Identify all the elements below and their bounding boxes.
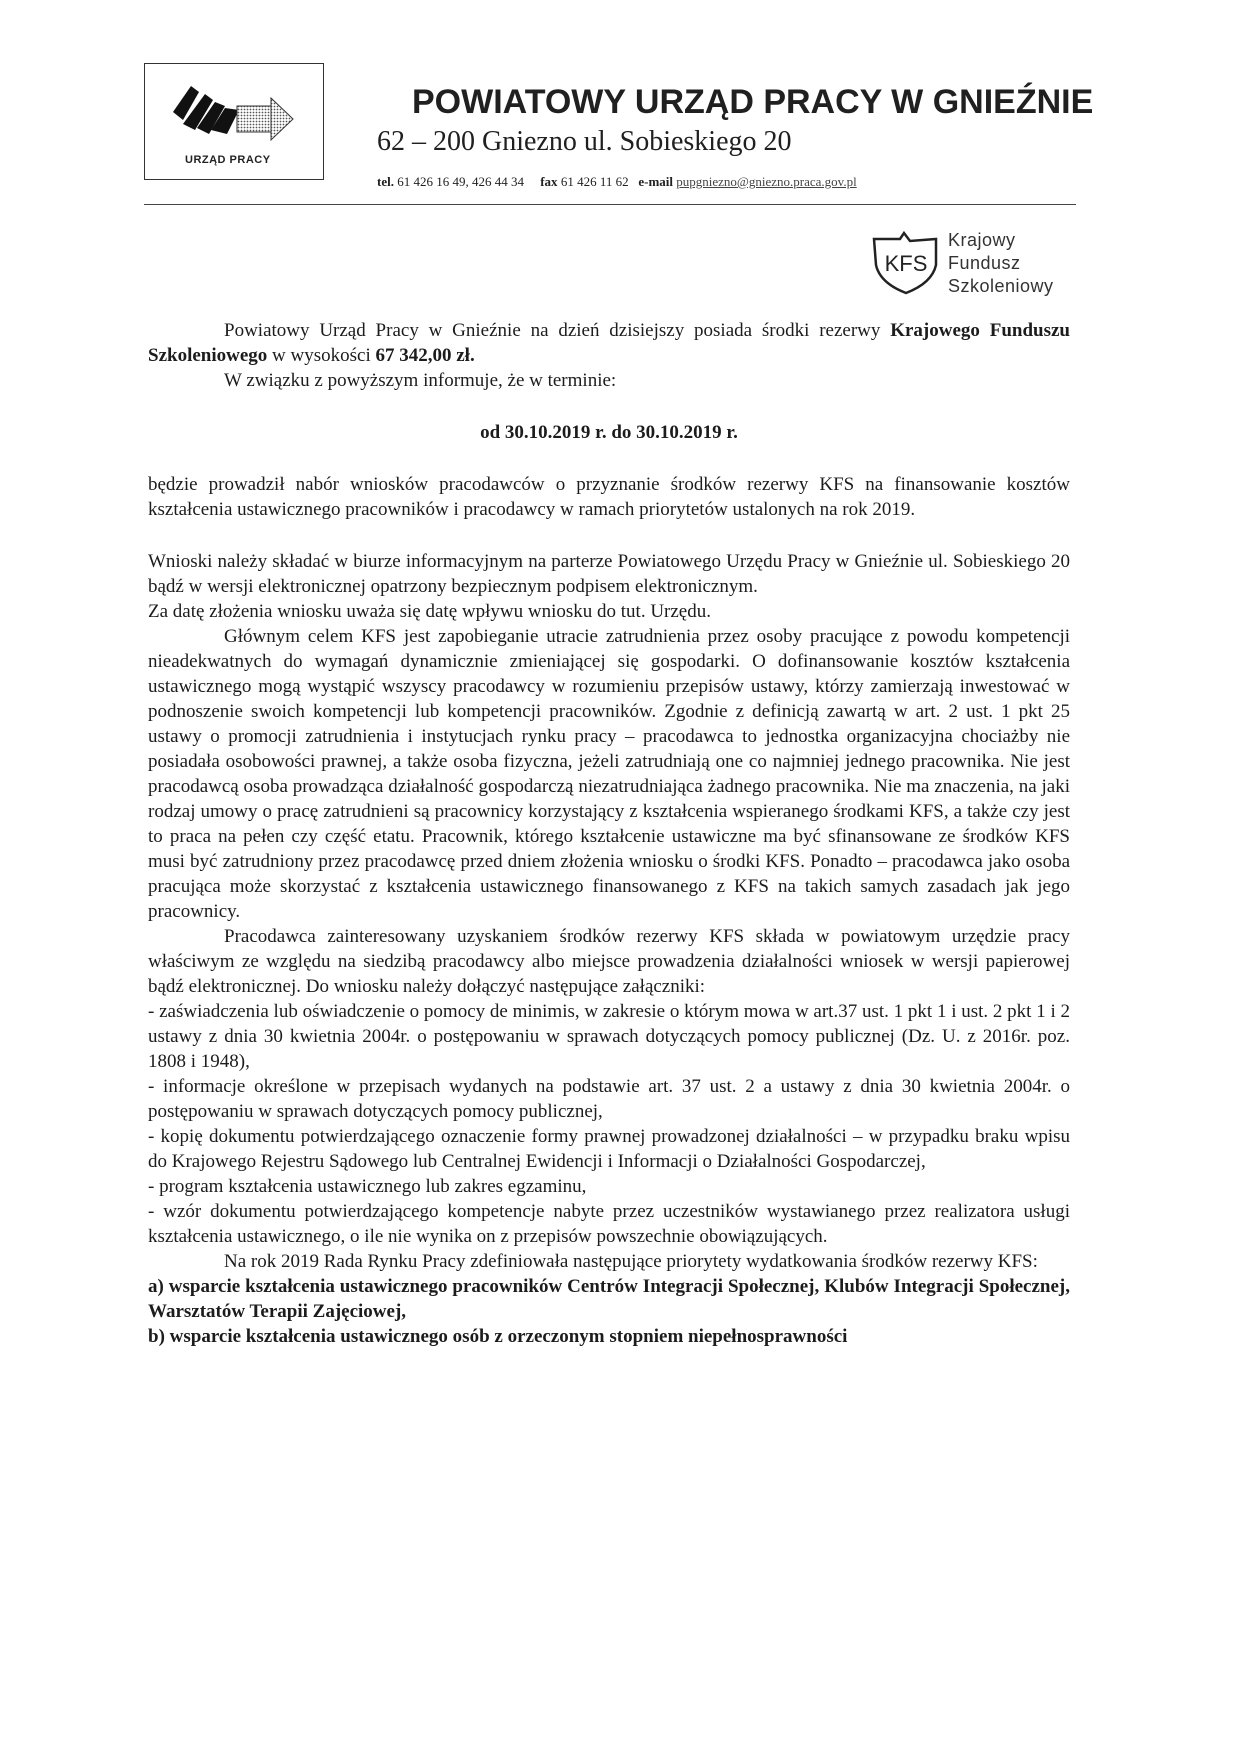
tel-value: 61 426 16 49, 426 44 34 [397,174,524,189]
kfs-logo [870,225,1070,305]
attachment-item-5: - wzór dokumentu potwierdzającego kompetencje nabyte przez uczestników wystawianego przez realizatora usługi kształcenia ustawicznego, o ile nie wynika on z przepisów powszechnie obowiązujących. [148,1201,1070,1247]
kfs-line-3: Szkoleniowy [948,276,1054,296]
application-dates: od 30.10.2019 r. do 30.10.2019 r. [480,422,738,443]
paragraph-priorities: Na rok 2019 Rada Rynku Pracy zdefiniowała następujące priorytety wydatkowania środków rezerwy KFS: [224,1251,1038,1272]
paragraph-submission-date: Za datę złożenia wniosku uważa się datę wpływu wniosku do tut. Urzędu. [148,601,711,622]
kfs-line-1: Krajowy [948,230,1016,250]
paragraph-recruitment: będzie prowadził nabór wniosków pracodawców o przyznanie środków rezerwy KFS na finansowanie kosztów kształcenia ustawicznego pracowników i pracodawcy w ramach priorytetów ustalonych na rok 2019. [148,474,1070,520]
priority-a: a) wsparcie kształcenia ustawicznego pracowników Centrów Integracji Społecznej, Klubów Integracji Społecznej, Warsztatów Terapii Zajęciowej, [148,1276,1070,1322]
email-label: e-mail [638,174,673,189]
intro-text-a: Powiatowy Urząd Pracy w Gnieźnie na dzień dzisiejszy posiada środki rezerwy [224,320,881,341]
spacer [148,522,1070,549]
spacer [148,393,1070,420]
attachment-item-4: - program kształcenia ustawicznego lub zakres egzaminu, [148,1176,587,1197]
office-title: POWIATOWY URZĄD PRACY W GNIEŹNIE [412,83,1094,121]
fax-value: 61 426 11 62 [560,174,629,189]
kfs-name [948,229,1054,298]
paragraph-attachments-intro: Pracodawca zainteresowany uzyskaniem środków rezerwy KFS składa w powiatowym urzędzie pracy właściwym ze względu na siedzibą pracodawcy albo miejsce prowadzenia działalności wniosek w wersji papierowej bądź elektronicznej. Do wniosku należy dołączyć następujące załączniki: [148,926,1070,997]
spacer [148,445,1070,472]
urzad-pracy-logo-icon [153,72,313,152]
fax-label: fax [540,174,558,189]
document-body [148,318,1070,1349]
logo-caption: URZĄD PRACY [185,154,271,166]
fund-name: Krajowego Funduszu Szkoleniowego [148,320,1070,366]
paragraph-submission: Wnioski należy składać w biurze informacyjnym na parterze Powiatowego Urzędu Pracy w Gnieźnie ul. Sobieskiego 20 bądź w wersji elektronicznej opatrzony bezpiecznym podpisem elektronicznym. [148,551,1070,597]
office-address: 62 – 200 Gniezno ul. Sobieskiego 20 [377,126,792,157]
intro-text-b: w wysokości [272,345,371,366]
reserve-amount: 67 342,00 zł. [375,345,475,366]
kfs-shield-icon [870,225,946,297]
tel-label: tel. [377,174,394,189]
paragraph-kfs-goal: Głównym celem KFS jest zapobieganie utracie zatrudnienia przez osoby pracujące z powodu kompetencji nieadekwatnych do wymagań dynamicznie zmieniającej się gospodarki. O dofinansowanie kosztów kształcenia ustawicznego mogą wystąpić wszyscy pracodawcy w rozumieniu przepisów ustawy, którzy zamierzają inwestować w podnoszenie swoich kompetencji lub kompetencji pracowników. Zgodnie z definicją zawartą w art. 2 ust. 1 pkt 25 ustawy o promocji zatrudnienia i instytucjach rynku pracy – pracodawca to jednostka organizacyjna chociażby nie posiadała osobowości prawnej, a także osoba fizyczna, jeżeli zatrudniają one co najmniej jednego pracownika. Nie jest pracodawcą osoba prowadząca działalność gospodarczą niezatrudniająca żadnego pracownika. Nie ma znaczenia, na jaki rodzaj umowy o pracę zatrudnieni są pracownicy korzystający z kształcenia wspieranego środkami KFS, a także czy jest to praca na pełen czy część etatu. Pracownik, którego kształcenie ustawiczne ma być sfinansowane ze środków KFS musi być zatrudniony przez pracodawcę przed dniem złożenia wniosku o środki KFS. Ponadto – pracodawca jako osoba pracująca może skorzystać z kształcenia ustawicznego finansowanego z KFS na takich samych zasadach jak jego pracownicy. [148,626,1070,922]
header-divider [144,204,1076,205]
kfs-line-2: Fundusz [948,253,1021,273]
attachment-item-1: - zaświadczenia lub oświadczenie o pomocy de minimis, w zakresie o którym mowa w art.37 ust. 1 pkt 1 i ust. 2 pkt 1 i 2 ustawy z dnia 30 kwietnia 2004r. o postępowaniu w sprawach dotyczących pomocy publicznej (Dz. U. z 2016r. poz. 1808 i 1948), [148,1001,1070,1072]
office-contact [377,174,857,190]
attachment-item-2: - informacje określone w przepisach wydanych na podstawie art. 37 ust. 2 a ustawy z dnia 30 kwietnia 2004r. o postępowaniu w sprawach dotyczących pomocy publicznej, [148,1076,1070,1122]
intro-paragraph-2: W związku z powyższym informuje, że w terminie: [224,370,617,391]
intro-paragraph [148,318,1070,368]
kfs-mark-text: KFS [884,251,928,276]
priority-b: b) wsparcie kształcenia ustawicznego osób z orzeczonym stopniem niepełnosprawności [148,1326,848,1347]
email-link[interactable]: pupgniezno@gniezno.praca.gov.pl [676,174,857,189]
attachment-item-3: - kopię dokumentu potwierdzającego oznaczenie formy prawnej prowadzonej działalności – w przypadku braku wpisu do Krajowego Rejestru Sądowego lub Centralnej Ewidencji i Informacji o Działalności Gospodarczej, [148,1126,1070,1172]
urzad-pracy-logo [144,63,324,180]
